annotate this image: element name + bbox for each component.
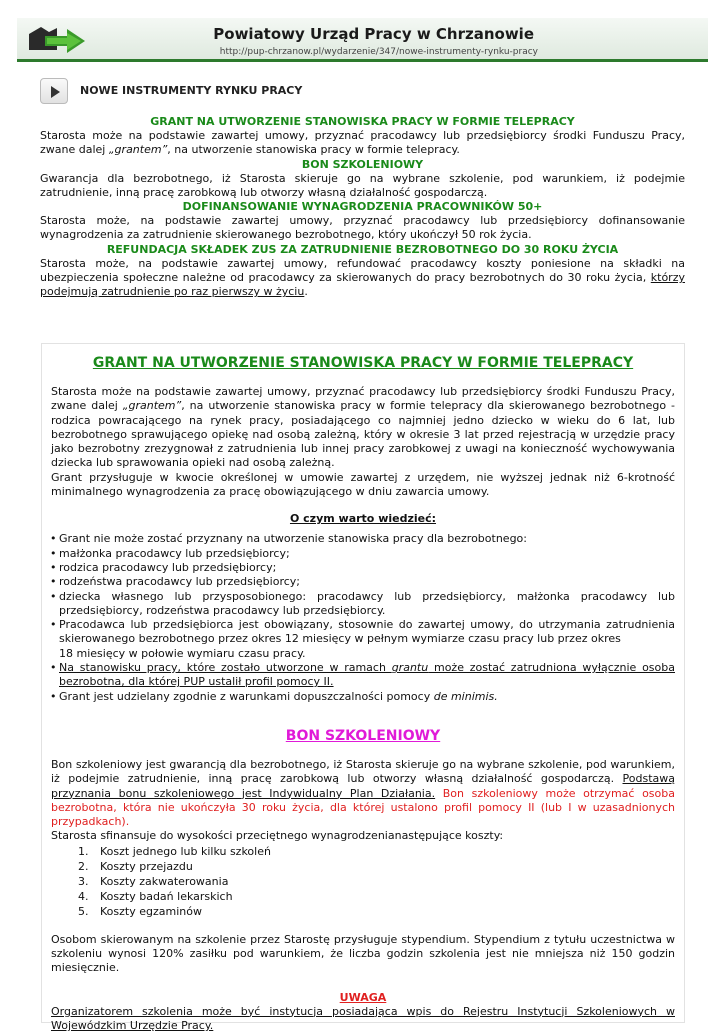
content-box — [41, 343, 685, 1032]
list-item: • małżonka pracodawcy lub przedsiębiorcy; — [51, 547, 675, 561]
intro-text-bon: Gwarancja dla bezrobotnego, iż Starosta skieruje go na wybrane szkolenie, pod warunkiem, iż podejmie zatrudnienie, inną pracę zarobkową lub otworzy własną działalność gospodarczą. — [40, 171, 685, 199]
bon-paragraph-3: Osobom skierowanym na szkolenie przez Starostę przysługuje stypendium. Stypendium z tytułu uczestnictwa w szkoleniu wynosi 120% zasiłku pod warunkiem, że liczba godzin szkolenia jest nie mniejsza niż 150 godzin miesięcznie. — [51, 932, 675, 975]
know-heading: O czym warto wiedzieć: — [289, 512, 437, 526]
intro-text-grant: Starosta może na podstawie zawartej umowy, przyznać pracodawcy lub przedsiębiorcy środki Funduszu Pracy, zwane dalej „grantem”, na utworzenie stanowiska pracy w formie telepracy. — [40, 129, 685, 157]
uwaga-text: Organizatorem szkolenia może być instytucja posiadająca wpis do Rejestru Instytucji Szkoleniowych w Wojewódzkim Urzędzie Pracy. — [51, 1004, 675, 1032]
grant-paragraph-1: Starosta może na podstawie zawartej umowy, przyznać pracodawcy lub przedsiębiorcy środki Funduszu Pracy, zwane dalej „grantem”, na utworzenie stanowiska pracy w formie telepracy dla skierowanego bezrobotnego - rodzica powracającego na rynek pracy, posiadającego co najmniej jedno dziecko w wieku do 6 lat, lub bezrobotnego sprawującego opiekę nad osobą zależną, który w okresie 3 lat przed rejestracją w urzędzie pracy jako bezrobotny zrezygnował z zatrudnienia lub innej pracy zarobkowej z uwagi na konieczność wychowywania dziecka lub sprawowania opieki nad osobą zależną. — [51, 385, 675, 470]
list-item: • Na stanowisku pracy, które zostało utworzone w ramach grantu może zostać zatrudniona wyłącznie osoba bezrobotna, dla której PUP ustalił profil pomocy II. — [51, 661, 675, 690]
grant-section-title: GRANT NA UTWORZENIE STANOWISKA PRACY W FORMIE TELEPRACY — [92, 355, 634, 371]
intro-text-dofinansowanie: Starosta może, na podstawie zawartej umowy, przyznać pracodawcy lub przedsiębiorcy dofinansowanie wynagrodzenia za zatrudnienie skierowanego bezrobotnego, który ukończył 50 rok życia. — [40, 214, 685, 242]
list-item: • Pracodawca lub przedsiębiorca jest obowiązany, stosownie do zawartej umowy, do utrzymania zatrudnienia skierowanego bezrobotnego przez okres 12 miesięcy w pełnym wymiarze czasu pracy lub przez okres 18 miesięcy w połowie wymiaru czasu pracy. — [51, 618, 675, 661]
intro-heading-bon: BON SZKOLENIOWY — [301, 157, 424, 171]
grant-paragraph-2: Grant przysługuje w kwocie określonej w umowie zawartej z urzędem, nie wyższej jednak niż 6-krotność minimalnego wynagrodzenia za pracę obowiązującego w dniu zawarcia umowy. — [51, 470, 675, 499]
costs-list — [51, 844, 675, 919]
page-title: NOWE INSTRUMENTY RYNKU PRACY — [80, 84, 303, 97]
list-item: 3. Koszty zakwaterowania — [78, 874, 229, 888]
intro-section — [40, 115, 685, 300]
list-item: 4. Koszty badań lekarskich — [78, 889, 233, 903]
list-item: • rodzica pracodawcy lub przedsiębiorcy; — [51, 561, 675, 575]
bon-paragraph-2: Starosta sfinansuje do wysokości przeciętnego wynagrodzenianastępujące koszty: — [51, 829, 504, 843]
site-url[interactable]: http://pup-chrzanow.pl/wydarzenie/347/nowe-instrumenty-rynku-pracy — [219, 47, 538, 57]
intro-text-refundacja: Starosta może, na podstawie zawartej umowy, refundować pracodawcy koszty poniesione na składki na ubezpieczenia społeczne należne od pracodawcy za skierowanych do pracy bezrobotnych do 30 roku życia, którzy podejmują zatrudnienie po raz pierwszy w życiu. — [40, 256, 685, 299]
site-title: Powiatowy Urząd Pracy w Chrzanowie — [213, 25, 534, 43]
grant-bullet-list — [51, 532, 675, 704]
list-item: • Grant jest udzielany zgodnie z warunkami dopuszczalności pomocy de minimis. — [51, 690, 675, 704]
list-item: • Grant nie może zostać przyznany na utworzenie stanowiska pracy dla bezrobotnego: — [51, 532, 675, 546]
intro-heading-grant: GRANT NA UTWORZENIE STANOWISKA PRACY W FORMIE TELEPRACY — [150, 115, 575, 128]
bon-section-title: BON SZKOLENIOWY — [285, 727, 441, 744]
bon-paragraph-1: Bon szkoleniowy jest gwarancją dla bezrobotnego, iż Starosta skieruje go na wybrane szkolenie, pod warunkiem, iż podejmie zatrudnienie, inną pracę zarobkową lub otworzy własną działalność gospodarczą. Podstawą przyznania bonu szkoleniowego jest Indywidualny Plan Działania. Bon szkoleniowy może otrzymać osoba bezrobotna, która nie ukończyła 30 roku życia, dla której ustalono profil pomocy II (lub I w uzasadnionych przypadkach). — [51, 757, 675, 829]
site-header — [17, 18, 708, 62]
page-title-row — [40, 78, 700, 106]
list-item: 5. Koszty egzaminów — [78, 904, 202, 918]
list-item: 2. Koszty przejazdu — [78, 859, 193, 873]
list-item: • dziecka własnego lub przysposobionego: pracodawcy lub przedsiębiorcy, małżonka pracodawcy lub przedsiębiorcy, rodzeństwa pracodawcy lub przedsiębiorcy. — [51, 590, 675, 619]
list-item: 1. Koszt jednego lub kilku szkoleń — [78, 844, 271, 858]
intro-heading-dofinansowanie: DOFINANSOWANIE WYNAGRODZENIA PRACOWNIKÓW 50+ — [182, 200, 543, 214]
uwaga-heading: UWAGA — [339, 990, 387, 1004]
list-item: • rodzeństwa pracodawcy lub przedsiębiorcy; — [51, 575, 675, 589]
play-arrow-icon[interactable] — [40, 78, 68, 104]
intro-heading-refundacja: REFUNDACJA SKŁADEK ZUS ZA ZATRUDNIENIE BEZROBOTNEGO DO 30 ROKU ŻYCIA — [106, 242, 619, 256]
